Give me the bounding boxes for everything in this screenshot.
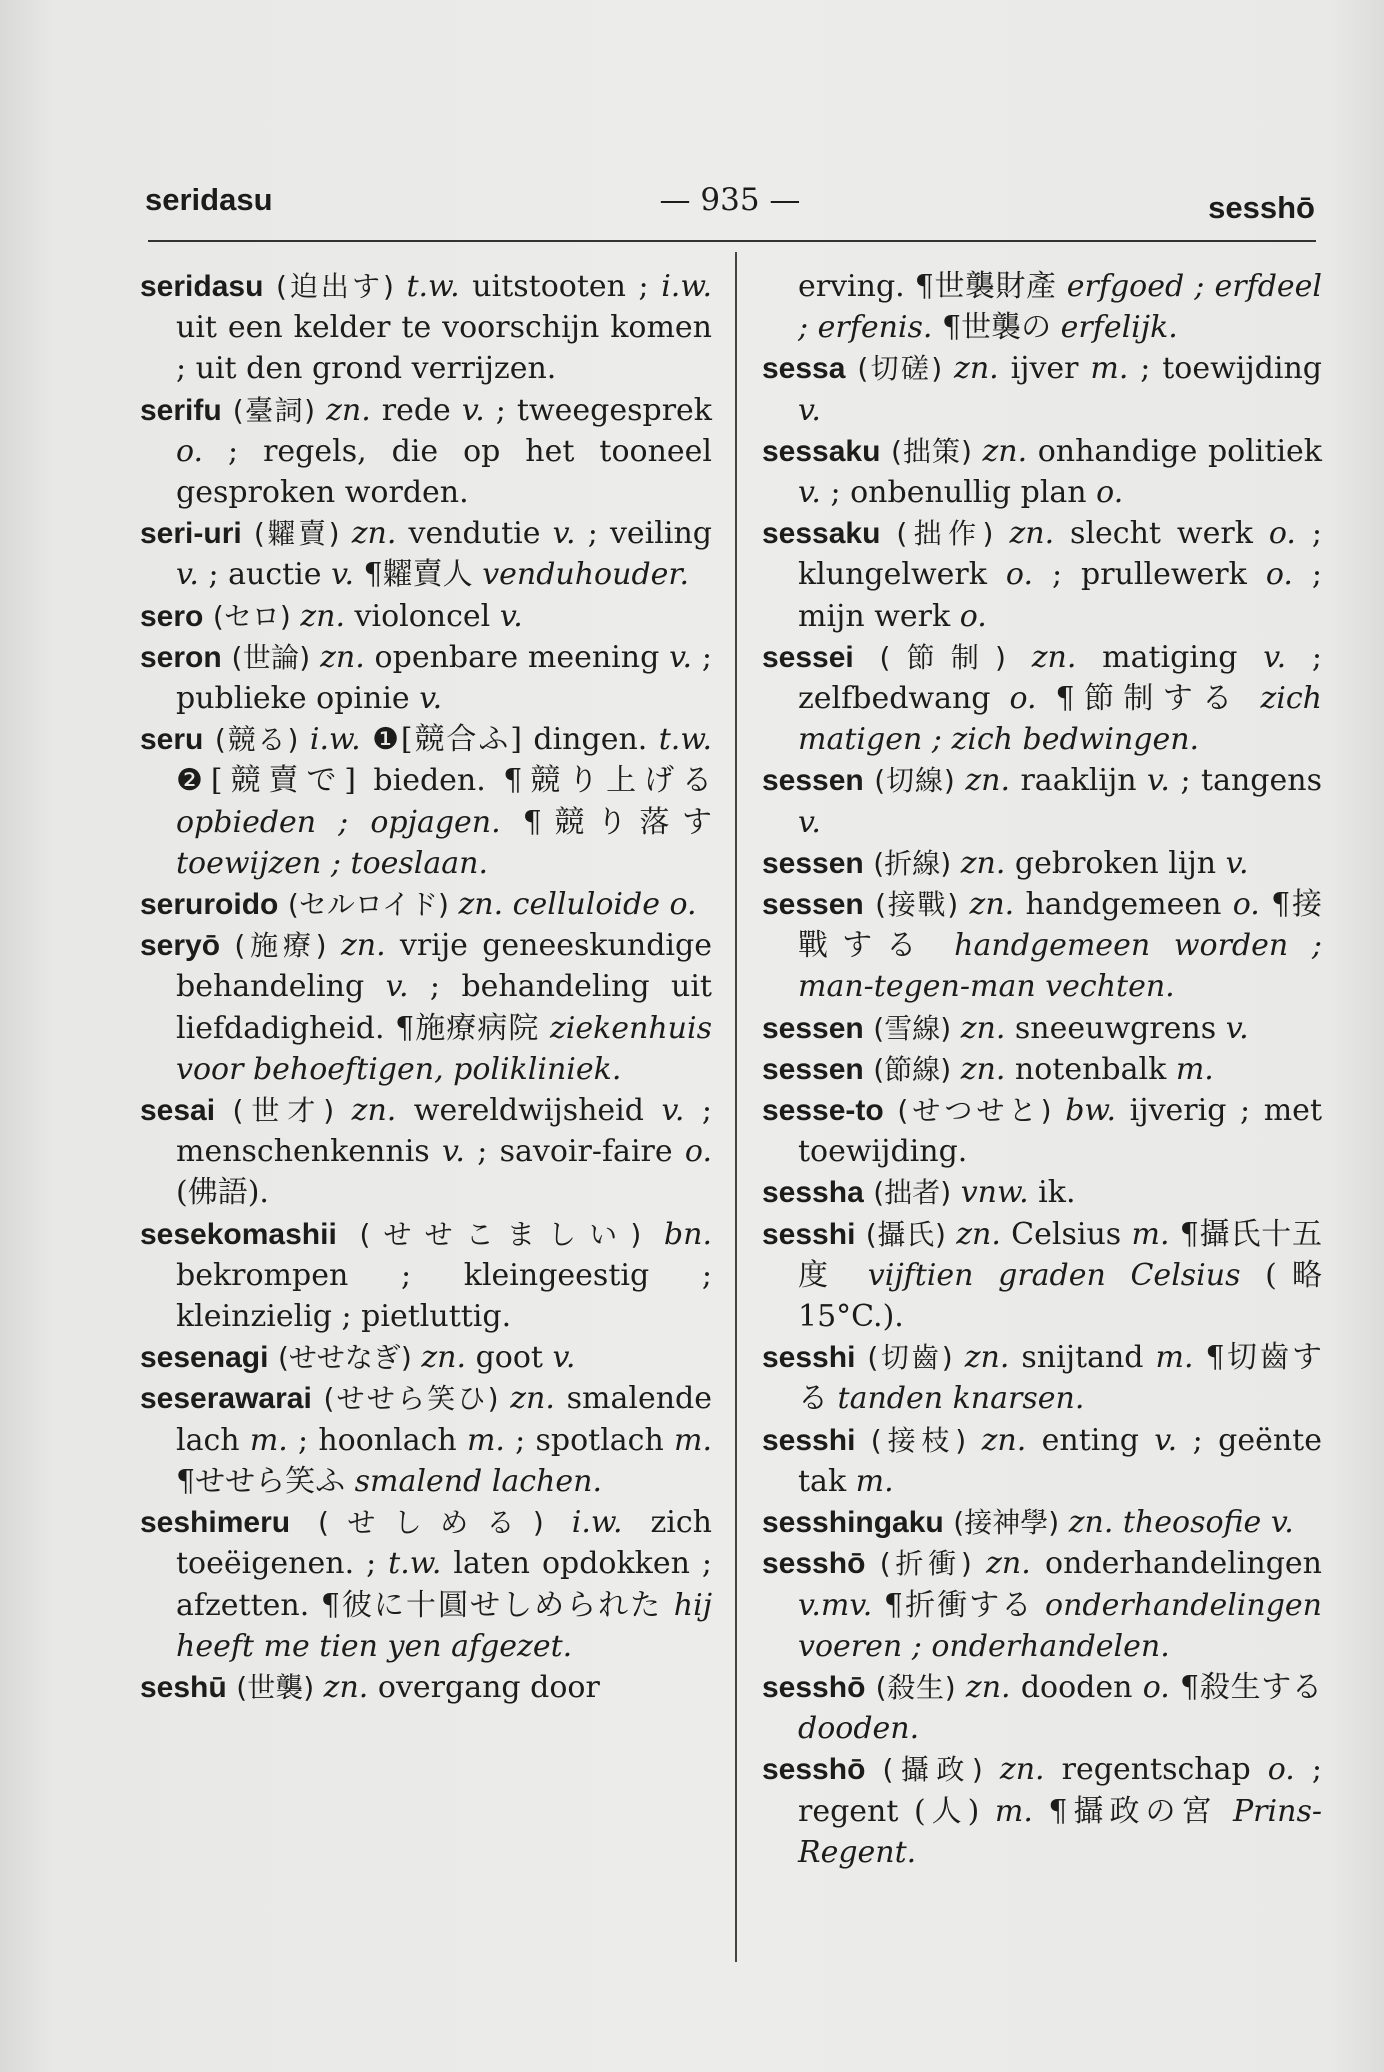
dictionary-entry (140, 596, 712, 637)
dictionary-entry (762, 1008, 1322, 1049)
entry-definition: zn. handgemeen o. ¶接戰する handgemeen worden ; man-tegen-man vechten. (798, 887, 1322, 1005)
entry-kanji: (せせこましい) (359, 1217, 642, 1251)
entry-headword: seridasu (140, 270, 264, 303)
entry-kanji: (迫出す) (275, 270, 394, 303)
entry-headword: sesai (140, 1094, 216, 1128)
dictionary-entry (140, 1090, 712, 1214)
entry-kanji: (施療) (234, 929, 327, 963)
entry-definition: zn. raaklijn v. ; tangens v. (798, 763, 1322, 840)
entry-headword: sessei (762, 640, 854, 674)
dictionary-entry (140, 884, 712, 925)
entry-definition: zn. enting v. ; geënte tak m. (798, 1422, 1322, 1499)
entry-definition: zn. ijver m. ; toewijding v. (798, 351, 1322, 428)
entry-headword: seshimeru (140, 1506, 291, 1540)
entry-definition: zn. regentschap o. ; regent (人) m. ¶攝政の宮 Prins-Regent. (798, 1752, 1322, 1870)
entry-definition: vnw. ik. (960, 1175, 1076, 1211)
dictionary-entry (762, 1049, 1322, 1090)
entry-headword: sero (140, 599, 204, 633)
entry-definition: zn. smalende lach m. ; hoonlach m. ; spotlach m. ¶せせら笑ふ smalend lachen. (176, 1381, 713, 1499)
dictionary-entry (140, 1667, 712, 1708)
entry-headword: sesshō (762, 1753, 866, 1787)
right-column (762, 266, 1322, 1873)
entry-kanji: (セルロイド) (287, 888, 449, 922)
entry-definition: i.w. ❶[競合ふ] dingen. t.w. ❷[競賣で] bieden. ¶競り上げる opbieden ; opjagen. ¶競り落す toewijzen ; toeslaan. (176, 722, 712, 881)
entry-definition: zn. onderhandelingen v.mv. ¶折衝する onderhandelingen voeren ; onderhandelen. (798, 1546, 1322, 1664)
entry-kanji: (切磋) (857, 352, 943, 386)
entry-kanji: (世論) (231, 640, 311, 674)
entry-kanji: (節制) (879, 640, 1006, 674)
dictionary-entry (762, 1667, 1322, 1749)
entry-headword: sesshingaku (762, 1506, 944, 1540)
entry-kanji: (切齒) (867, 1341, 953, 1375)
dictionary-entry (762, 1420, 1322, 1502)
entry-kanji: (折衝) (879, 1547, 972, 1581)
entry-headword: sessha (762, 1176, 864, 1210)
entry-kanji: (接戰) (875, 888, 959, 922)
dictionary-entry (762, 348, 1322, 430)
entry-definition: zn. matiging v. ; zelfbedwang o. ¶節制する zich matigen ; zich bedwingen. (798, 639, 1322, 758)
entry-kanji: (拙策) (891, 434, 972, 468)
entry-definition: erving. ¶世襲財產 erfgoed ; erfdeel ; erfenis. ¶世襲の erfelijk. (798, 269, 1323, 346)
entry-headword: seserawarai (140, 1382, 312, 1416)
dictionary-entry (140, 266, 712, 390)
dictionary-entry (762, 266, 1322, 348)
entry-kanji: (折線) (873, 846, 952, 880)
entry-kanji: (接枝) (870, 1423, 967, 1457)
dictionary-entry (140, 390, 712, 514)
entry-definition: zn. violoncel v. (300, 598, 523, 634)
header-last-word: sesshō (1208, 190, 1315, 225)
dictionary-entry (140, 925, 712, 1090)
entry-headword: sessaku (762, 434, 881, 468)
dictionary-entry (762, 1337, 1322, 1419)
entry-headword: sessa (762, 352, 846, 386)
dictionary-entry (762, 637, 1322, 761)
entry-kanji: (殺生) (875, 1670, 956, 1704)
dictionary-entry (140, 1502, 712, 1667)
entry-kanji: (拙作) (896, 517, 994, 551)
entry-definition: zn. wereldwijsheid v. ; menschenkennis v. ; savoir-faire o. (佛語). (176, 1093, 712, 1211)
dictionary-entry (762, 431, 1322, 513)
entry-definition: zn. theosofie v. (1068, 1505, 1294, 1541)
entry-headword: sessen (762, 888, 864, 922)
entry-kanji: (雪線) (873, 1011, 952, 1045)
entry-definition: zn. dooden o. ¶殺生する dooden. (798, 1669, 1323, 1747)
dictionary-entry (762, 1090, 1322, 1172)
entry-definition: zn. snijtand m. ¶切齒する tanden knarsen. (798, 1340, 1322, 1417)
dictionary-entry (762, 1749, 1322, 1873)
dictionary-entry (140, 513, 712, 595)
entry-definition: zn. rede v. ; tweegesprek o. ; regels, die op het tooneel gesproken worden. (176, 392, 712, 511)
dictionary-entry (140, 1337, 712, 1378)
dictionary-entry (140, 637, 712, 719)
entry-headword: sessen (762, 1052, 864, 1086)
dictionary-entry (762, 884, 1322, 1008)
entry-definition: zn. gebroken lijn v. (960, 845, 1249, 881)
entry-headword: sesse-to (762, 1094, 884, 1128)
entry-definition: t.w. uitstooten ; i.w. uit een kelder te voorschijn komen ; uit den grond verrijzen. (176, 269, 712, 387)
entry-kanji: (攝氏) (865, 1217, 946, 1251)
entry-definition: zn. sneeuwgrens v. (960, 1010, 1249, 1046)
entry-headword: sessen (762, 1011, 864, 1045)
dictionary-entry (762, 513, 1322, 637)
running-head (145, 182, 1315, 226)
entry-headword: seruroido (140, 888, 279, 922)
entry-definition: zn. overgang door (323, 1669, 600, 1705)
entry-headword: sesshō (762, 1670, 866, 1704)
entry-kanji: (世襲) (236, 1670, 315, 1704)
entry-definition: zn. goot v. (421, 1340, 576, 1376)
entry-kanji: (せしめる) (318, 1506, 544, 1540)
entry-kanji: (競る) (214, 723, 299, 757)
entry-headword: serifu (140, 393, 222, 427)
header-rule (148, 240, 1316, 242)
entry-kanji: (糶賣) (253, 517, 340, 551)
entry-kanji: (世才) (232, 1094, 335, 1128)
entry-headword: sessen (762, 764, 864, 798)
entry-headword: sesshi (762, 1217, 856, 1251)
entry-definition: zn. slecht werk o. ; klungelwerk o. ; prullewerk o. ; mijn werk o. (798, 516, 1322, 634)
dictionary-entry (762, 1172, 1322, 1213)
entry-definition: zn. celluloide o. (458, 887, 697, 923)
left-column (140, 266, 712, 1708)
entry-kanji: (せせら笑ひ) (323, 1382, 499, 1416)
entry-headword: sesenagi (140, 1341, 269, 1375)
entry-definition: zn. openbare meening v. ; publieke opinie v. (176, 639, 712, 717)
dictionary-entry (762, 760, 1322, 842)
entry-headword: seri-uri (140, 517, 242, 551)
entry-kanji: (せせなぎ) (277, 1341, 412, 1375)
entry-kanji: (拙者) (873, 1176, 952, 1210)
entry-kanji: (節線) (873, 1052, 952, 1086)
entry-definition: i.w. zich toeëigenen. ; t.w. laten opdokken ; afzetten. ¶彼に十圓せしめられた hij heeft me tien yen afgezet. (176, 1505, 712, 1664)
entry-headword: sesshi (762, 1423, 856, 1457)
entry-kanji: (切線) (874, 764, 955, 798)
entry-definition: bn. bekrompen ; kleingeestig ; kleinzielig ; pietluttig. (176, 1216, 712, 1335)
dictionary-entry (762, 1214, 1322, 1338)
dictionary-entry (762, 843, 1322, 884)
entry-definition: zn. Celsius m. ¶攝氏十五度 vijftien graden Celsius (略 15°C.). (798, 1216, 1322, 1335)
header-first-word: seridasu (145, 182, 273, 217)
dictionary-entry (762, 1502, 1322, 1543)
dictionary-entry (762, 1543, 1322, 1667)
entry-headword: seryō (140, 929, 221, 963)
entry-definition: zn. notenbalk m. (960, 1051, 1214, 1087)
entry-headword: sessen (762, 846, 864, 880)
dictionary-entry (140, 719, 712, 884)
entry-kanji: (セロ) (212, 599, 291, 633)
entry-headword: sessaku (762, 517, 881, 551)
page-number: — 935 — (659, 182, 801, 218)
entry-kanji: (攝政) (882, 1753, 983, 1787)
entry-definition: zn. vendutie v. ; veiling v. ; auctie v. ¶糶賣人 venduhouder. (176, 516, 712, 593)
dictionary-entry (140, 1378, 712, 1502)
entry-kanji: (接神學) (953, 1506, 1060, 1540)
entry-definition: bw. ijverig ; met toewijding. (798, 1093, 1322, 1170)
column-divider (735, 252, 737, 1962)
entry-headword: seron (140, 640, 222, 674)
entry-definition: zn. vrije geneeskundige behandeling v. ; behandeling uit liefdadigheid. ¶施療病院 ziekenhuis voor behoeftigen, polikliniek. (176, 928, 712, 1087)
entry-headword: sesshi (762, 1341, 856, 1375)
entry-kanji: (せつせと) (897, 1094, 1052, 1128)
entry-kanji: (臺詞) (232, 393, 316, 427)
entry-headword: seru (140, 723, 204, 757)
entry-headword: sesekomashii (140, 1217, 337, 1251)
entry-definition: zn. onhandige politiek v. ; onbenullig plan o. (798, 433, 1322, 511)
dictionary-entry (140, 1214, 712, 1338)
entry-headword: sesshō (762, 1547, 866, 1581)
entry-headword: seshū (140, 1670, 227, 1704)
